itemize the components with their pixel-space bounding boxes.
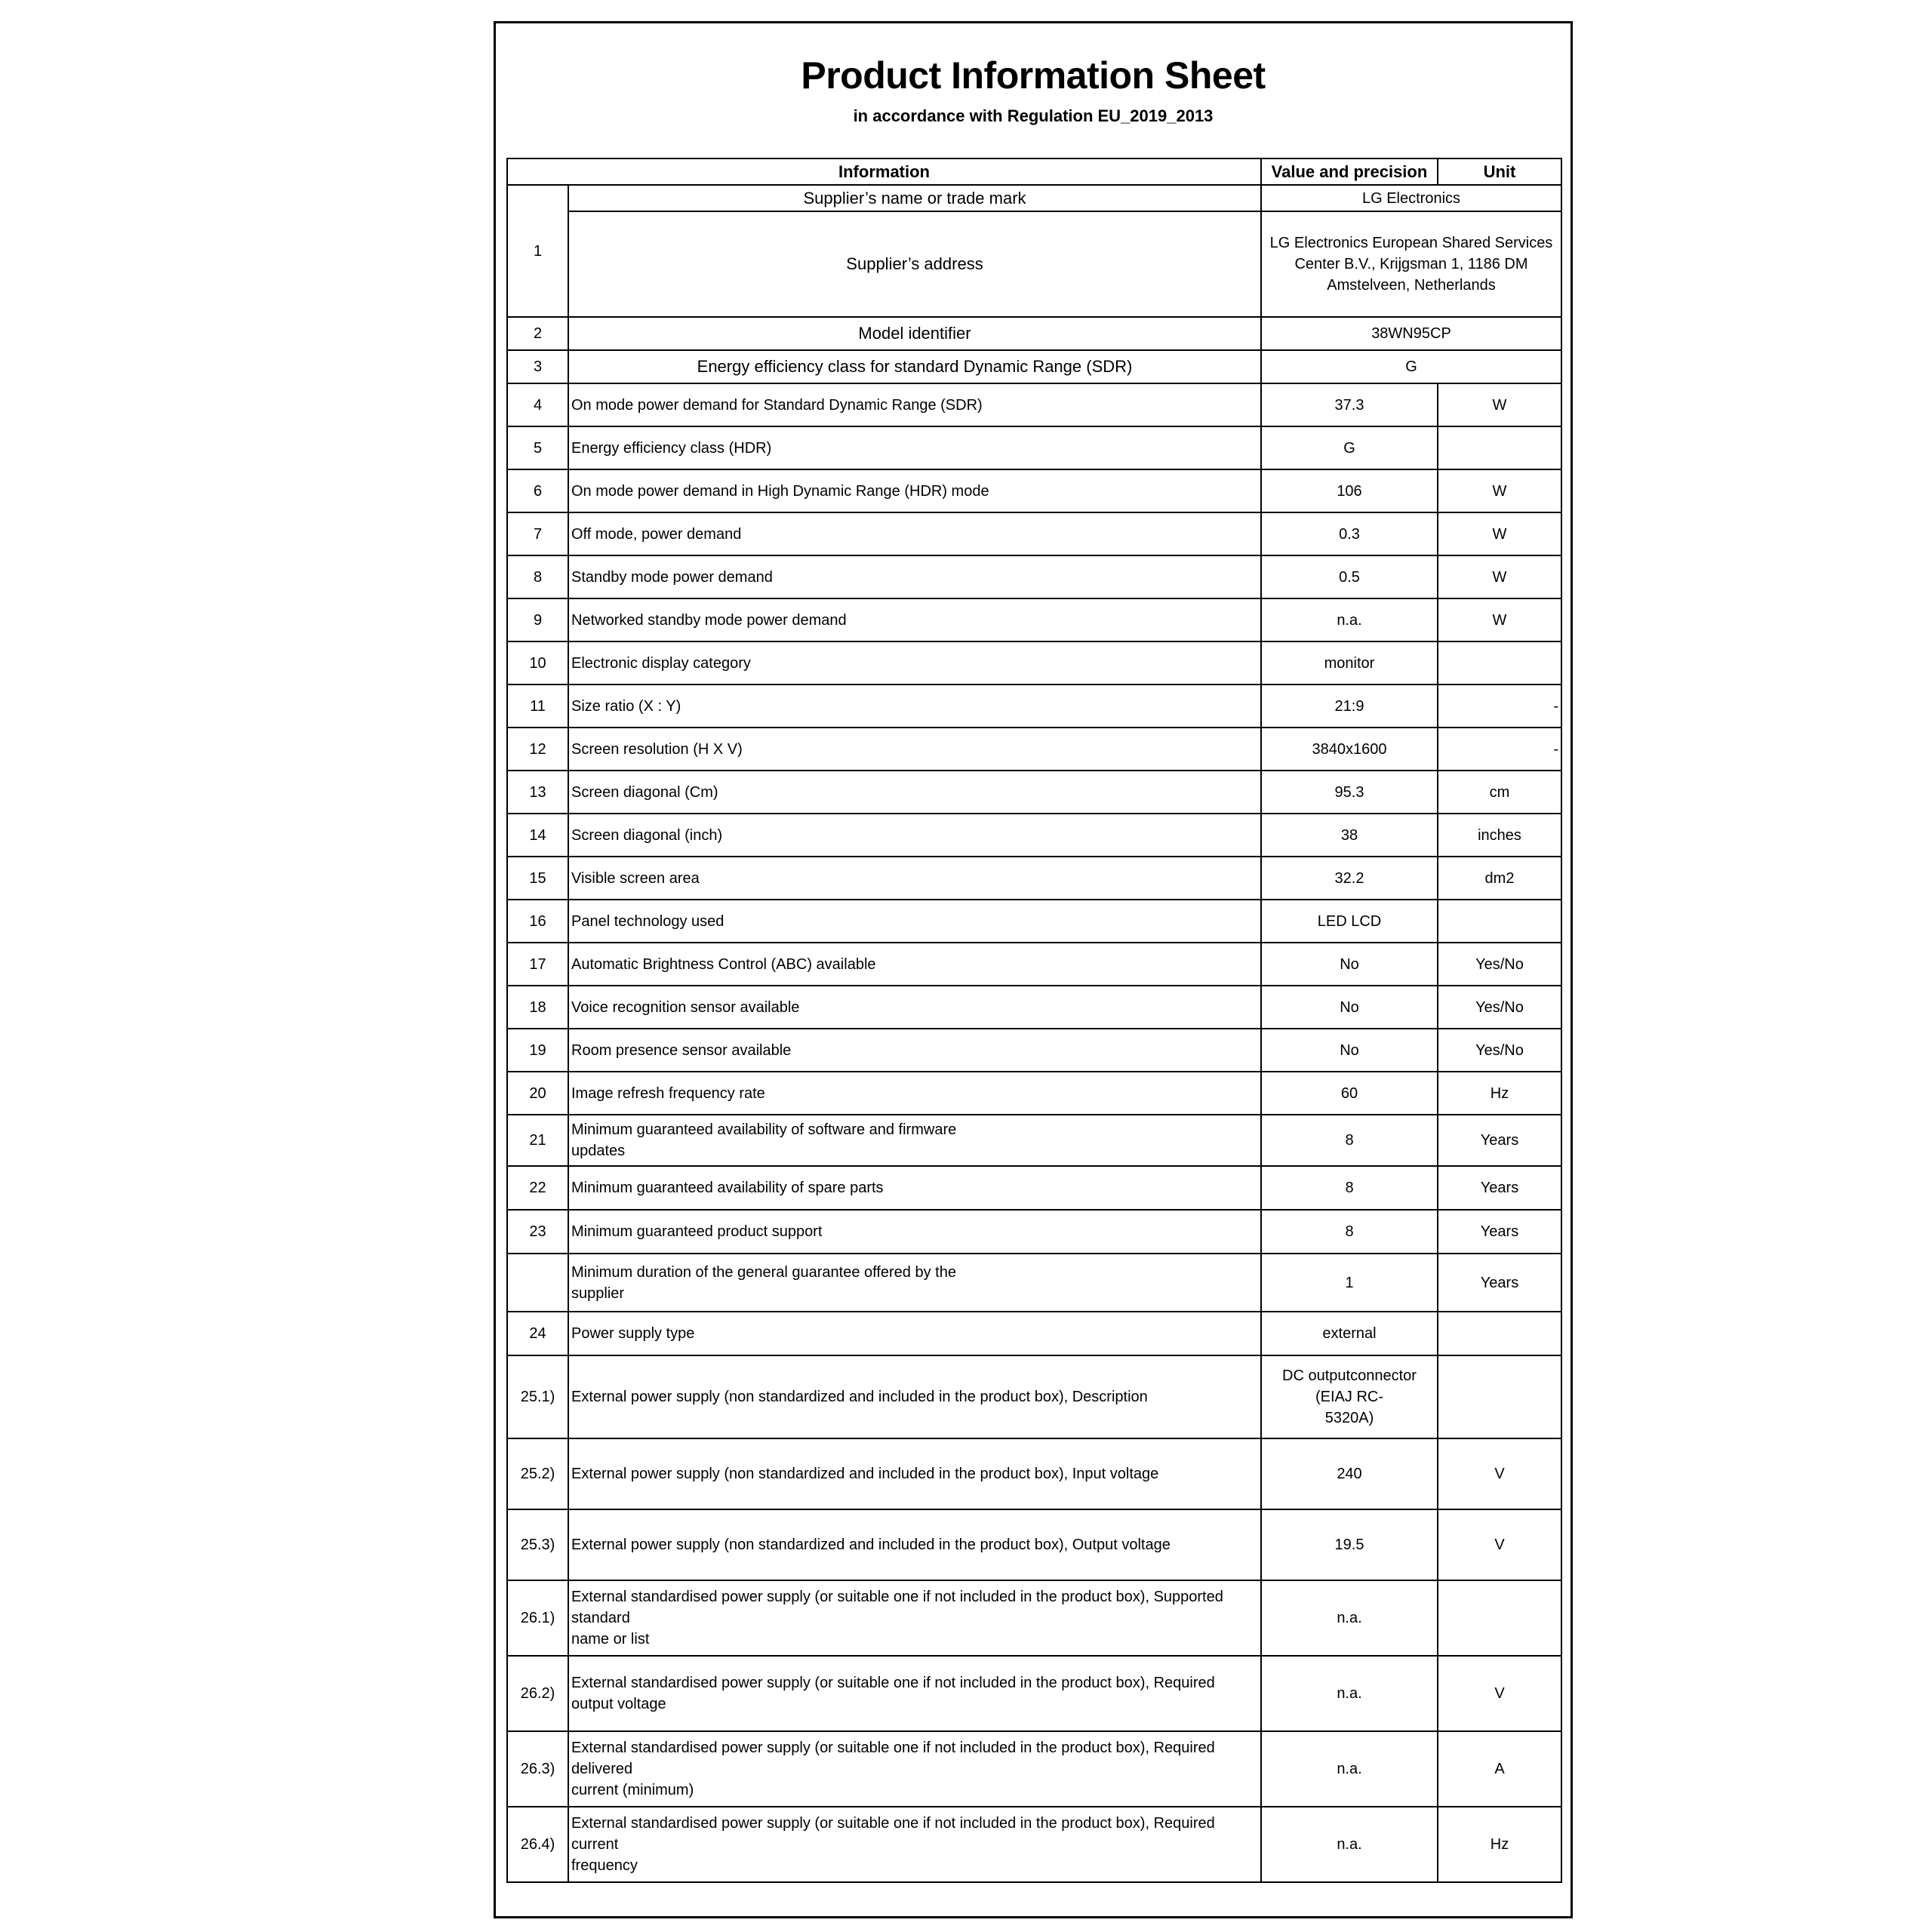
- row-value: n.a.: [1261, 1580, 1438, 1656]
- row-number: 15: [507, 857, 568, 900]
- row-label-line: frequency: [571, 1857, 638, 1874]
- table-row: [507, 857, 1561, 900]
- table-row: [507, 1029, 1561, 1072]
- row-label: Networked standby mode power demand: [568, 598, 1261, 641]
- row-label: [568, 1731, 1261, 1807]
- row-label: Voice recognition sensor available: [568, 986, 1261, 1029]
- table-header-row: [507, 158, 1561, 185]
- table-row: [507, 900, 1561, 943]
- row-label: External standardised power supply (or suitable one if not included in the product box), Required output voltage: [568, 1656, 1261, 1731]
- table-row-supplier-address: [507, 211, 1561, 317]
- table-row: [507, 469, 1561, 512]
- table-row: [507, 1656, 1561, 1731]
- table-row: [507, 555, 1561, 598]
- row-unit: -: [1438, 685, 1561, 728]
- row-label: Panel technology used: [568, 900, 1261, 943]
- row-label: Model identifier: [568, 317, 1261, 350]
- row-value: 1: [1261, 1254, 1438, 1312]
- row-unit: Years: [1438, 1115, 1561, 1166]
- row-value-line: DC outputconnector (EIAJ RC-: [1282, 1367, 1417, 1405]
- row-label: External power supply (non standardized and included in the product box), Description: [568, 1355, 1261, 1438]
- row-value: 60: [1261, 1072, 1438, 1115]
- row-label: Automatic Brightness Control (ABC) available: [568, 943, 1261, 986]
- row-unit: [1438, 1355, 1561, 1438]
- row-value: G: [1261, 350, 1561, 383]
- row-number: 11: [507, 685, 568, 728]
- row-label: [568, 1807, 1261, 1882]
- row-unit: W: [1438, 383, 1561, 426]
- table-row: [507, 426, 1561, 469]
- row-label: Screen resolution (H X V): [568, 728, 1261, 771]
- table-row: [507, 512, 1561, 555]
- row-number: 17: [507, 943, 568, 986]
- row-number: 19: [507, 1029, 568, 1072]
- row-label: Image refresh frequency rate: [568, 1072, 1261, 1115]
- table-row: [507, 986, 1561, 1029]
- row-value: 21:9: [1261, 685, 1438, 728]
- row-value: 3840x1600: [1261, 728, 1438, 771]
- row-label: [568, 1254, 1261, 1312]
- row-unit: V: [1438, 1509, 1561, 1580]
- row-label: Screen diagonal (inch): [568, 814, 1261, 857]
- row-value: 19.5: [1261, 1509, 1438, 1580]
- row-number: 21: [507, 1115, 568, 1166]
- row-number: 18: [507, 986, 568, 1029]
- address-line: LG Electronics European Shared Services: [1269, 235, 1553, 251]
- product-information-sheet: [494, 21, 1573, 1918]
- row-value: 37.3: [1261, 383, 1438, 426]
- row-value: 8: [1261, 1210, 1438, 1254]
- row-value: G: [1261, 426, 1438, 469]
- row-number: 13: [507, 771, 568, 814]
- row-label: Minimum guaranteed product support: [568, 1210, 1261, 1254]
- table-row: [507, 1580, 1561, 1656]
- row-unit: Yes/No: [1438, 986, 1561, 1029]
- row-unit: W: [1438, 512, 1561, 555]
- row-unit: inches: [1438, 814, 1561, 857]
- row-value: n.a.: [1261, 1731, 1438, 1807]
- row-number: 23: [507, 1210, 568, 1254]
- table-row: [507, 1312, 1561, 1355]
- row-number: 26.3): [507, 1731, 568, 1807]
- row-value: No: [1261, 943, 1438, 986]
- row-unit: -: [1438, 728, 1561, 771]
- table-row: [507, 1210, 1561, 1254]
- row-unit: [1438, 1312, 1561, 1355]
- table-row: [507, 685, 1561, 728]
- table-row: [507, 1731, 1561, 1807]
- row-number: [507, 1254, 568, 1312]
- row-number: 16: [507, 900, 568, 943]
- row-label-line: External standardised power supply (or suitable one if not included in the product box), Supported standard: [571, 1589, 1223, 1626]
- row-label-line: External standardised power supply (or suitable one if not included in the product box), Required delivered: [571, 1740, 1215, 1777]
- row-label-line: supplier: [571, 1284, 625, 1302]
- row-number: 9: [507, 598, 568, 641]
- row-value: 0.5: [1261, 555, 1438, 598]
- row-number: 22: [507, 1166, 568, 1210]
- row-number: 26.2): [507, 1656, 568, 1731]
- row-number: 7: [507, 512, 568, 555]
- row-label-line: updates: [571, 1143, 626, 1159]
- address-line: Amstelveen, Netherlands: [1327, 277, 1496, 294]
- row-label: Energy efficiency class (HDR): [568, 426, 1261, 469]
- row-number: 3: [507, 350, 568, 383]
- table-row: [507, 1166, 1561, 1210]
- row-label: Size ratio (X : Y): [568, 685, 1261, 728]
- table-row: [507, 641, 1561, 685]
- row-unit: V: [1438, 1438, 1561, 1509]
- table-row: [507, 728, 1561, 771]
- row-value: 8: [1261, 1166, 1438, 1210]
- row-number: 25.1): [507, 1355, 568, 1438]
- table-row: [507, 598, 1561, 641]
- row-number: 2: [507, 317, 568, 350]
- row-label: On mode power demand for Standard Dynamic Range (SDR): [568, 383, 1261, 426]
- row-value: 32.2: [1261, 857, 1438, 900]
- row-number: 12: [507, 728, 568, 771]
- row-value: [1261, 1355, 1438, 1438]
- row-number: 26.1): [507, 1580, 568, 1656]
- row-label: Off mode, power demand: [568, 512, 1261, 555]
- table-row: [507, 1438, 1561, 1509]
- table-row: [507, 1254, 1561, 1312]
- row-unit: Years: [1438, 1166, 1561, 1210]
- row-unit: Hz: [1438, 1807, 1561, 1882]
- row-number: 8: [507, 555, 568, 598]
- table-row-energy-sdr: [507, 350, 1561, 383]
- row-label: Standby mode power demand: [568, 555, 1261, 598]
- row-label: [568, 1115, 1261, 1166]
- row-unit: W: [1438, 555, 1561, 598]
- row-value: 0.3: [1261, 512, 1438, 555]
- address-line: Center B.V., Krijgsman 1, 1186 DM: [1294, 256, 1528, 272]
- row-label: External power supply (non standardized and included in the product box), Output voltage: [568, 1509, 1261, 1580]
- row-number: 25.3): [507, 1509, 568, 1580]
- row-label: Electronic display category: [568, 641, 1261, 685]
- supplier-address-value: [1261, 211, 1561, 317]
- table-row: [507, 1115, 1561, 1166]
- page-title: Product Information Sheet: [801, 54, 1266, 97]
- row-unit: V: [1438, 1656, 1561, 1731]
- row-label: Visible screen area: [568, 857, 1261, 900]
- column-header-information: Information: [507, 158, 1261, 185]
- row-value: n.a.: [1261, 1656, 1438, 1731]
- row-label: Power supply type: [568, 1312, 1261, 1355]
- table-row: [507, 943, 1561, 986]
- row-label-line: name or list: [571, 1631, 650, 1647]
- row-value: external: [1261, 1312, 1438, 1355]
- row-label-line: Minimum guaranteed availability of software and firmware: [571, 1121, 957, 1138]
- row-label-line: Minimum duration of the general guarantee offered by the: [571, 1263, 956, 1281]
- row-number: 14: [507, 814, 568, 857]
- row-label: Supplier’s name or trade mark: [568, 185, 1261, 211]
- row-number: 10: [507, 641, 568, 685]
- information-table: [506, 158, 1562, 1883]
- row-unit: A: [1438, 1731, 1561, 1807]
- table-row: [507, 1807, 1561, 1882]
- row-unit: Hz: [1438, 1072, 1561, 1115]
- row-unit: [1438, 426, 1561, 469]
- row-number: 6: [507, 469, 568, 512]
- table-row: [507, 1072, 1561, 1115]
- row-number: 4: [507, 383, 568, 426]
- table-row: [507, 1509, 1561, 1580]
- table-row: [507, 814, 1561, 857]
- row-value-line: 5320A): [1324, 1410, 1374, 1426]
- row-number: 24: [507, 1312, 568, 1355]
- row-value: LED LCD: [1261, 900, 1438, 943]
- row-label: Screen diagonal (Cm): [568, 771, 1261, 814]
- row-label: Supplier’s address: [568, 211, 1261, 317]
- row-label: Energy efficiency class for standard Dynamic Range (SDR): [568, 350, 1261, 383]
- row-unit: Years: [1438, 1254, 1561, 1312]
- row-label: [568, 1580, 1261, 1656]
- row-unit: Yes/No: [1438, 1029, 1561, 1072]
- row-label-line: External standardised power supply (or suitable one if not included in the product box), Required current: [571, 1815, 1215, 1853]
- row-value: 38: [1261, 814, 1438, 857]
- row-label-line: current (minimum): [571, 1782, 694, 1798]
- row-value: 240: [1261, 1438, 1438, 1509]
- row-value: 8: [1261, 1115, 1438, 1166]
- column-header-unit: Unit: [1438, 158, 1561, 185]
- row-unit: [1438, 900, 1561, 943]
- row-number: 1: [507, 185, 568, 317]
- row-label: Room presence sensor available: [568, 1029, 1261, 1072]
- row-value: n.a.: [1261, 598, 1438, 641]
- table-row: [507, 771, 1561, 814]
- table-row: [507, 383, 1561, 426]
- row-value: LG Electronics: [1261, 185, 1561, 211]
- table-row: [507, 1355, 1561, 1438]
- row-value: 95.3: [1261, 771, 1438, 814]
- row-unit: Yes/No: [1438, 943, 1561, 986]
- row-number: 20: [507, 1072, 568, 1115]
- row-unit: [1438, 1580, 1561, 1656]
- row-number: 26.4): [507, 1807, 568, 1882]
- row-unit: W: [1438, 469, 1561, 512]
- table-row-supplier-name: [507, 185, 1561, 211]
- row-value: No: [1261, 986, 1438, 1029]
- row-number: 5: [507, 426, 568, 469]
- page-subtitle: in accordance with Regulation EU_2019_2013: [853, 106, 1214, 125]
- row-value: 106: [1261, 469, 1438, 512]
- row-value: 38WN95CP: [1261, 317, 1561, 350]
- row-value: n.a.: [1261, 1807, 1438, 1882]
- row-value: No: [1261, 1029, 1438, 1072]
- row-label: External power supply (non standardized and included in the product box), Input voltage: [568, 1438, 1261, 1509]
- row-unit: dm2: [1438, 857, 1561, 900]
- table-row-model: [507, 317, 1561, 350]
- row-unit: [1438, 641, 1561, 685]
- row-value: monitor: [1261, 641, 1438, 685]
- row-unit: cm: [1438, 771, 1561, 814]
- column-header-value: Value and precision: [1261, 158, 1438, 185]
- row-label: Minimum guaranteed availability of spare parts: [568, 1166, 1261, 1210]
- row-number: 25.2): [507, 1438, 568, 1509]
- row-unit: W: [1438, 598, 1561, 641]
- row-label: On mode power demand in High Dynamic Range (HDR) mode: [568, 469, 1261, 512]
- row-unit: Years: [1438, 1210, 1561, 1254]
